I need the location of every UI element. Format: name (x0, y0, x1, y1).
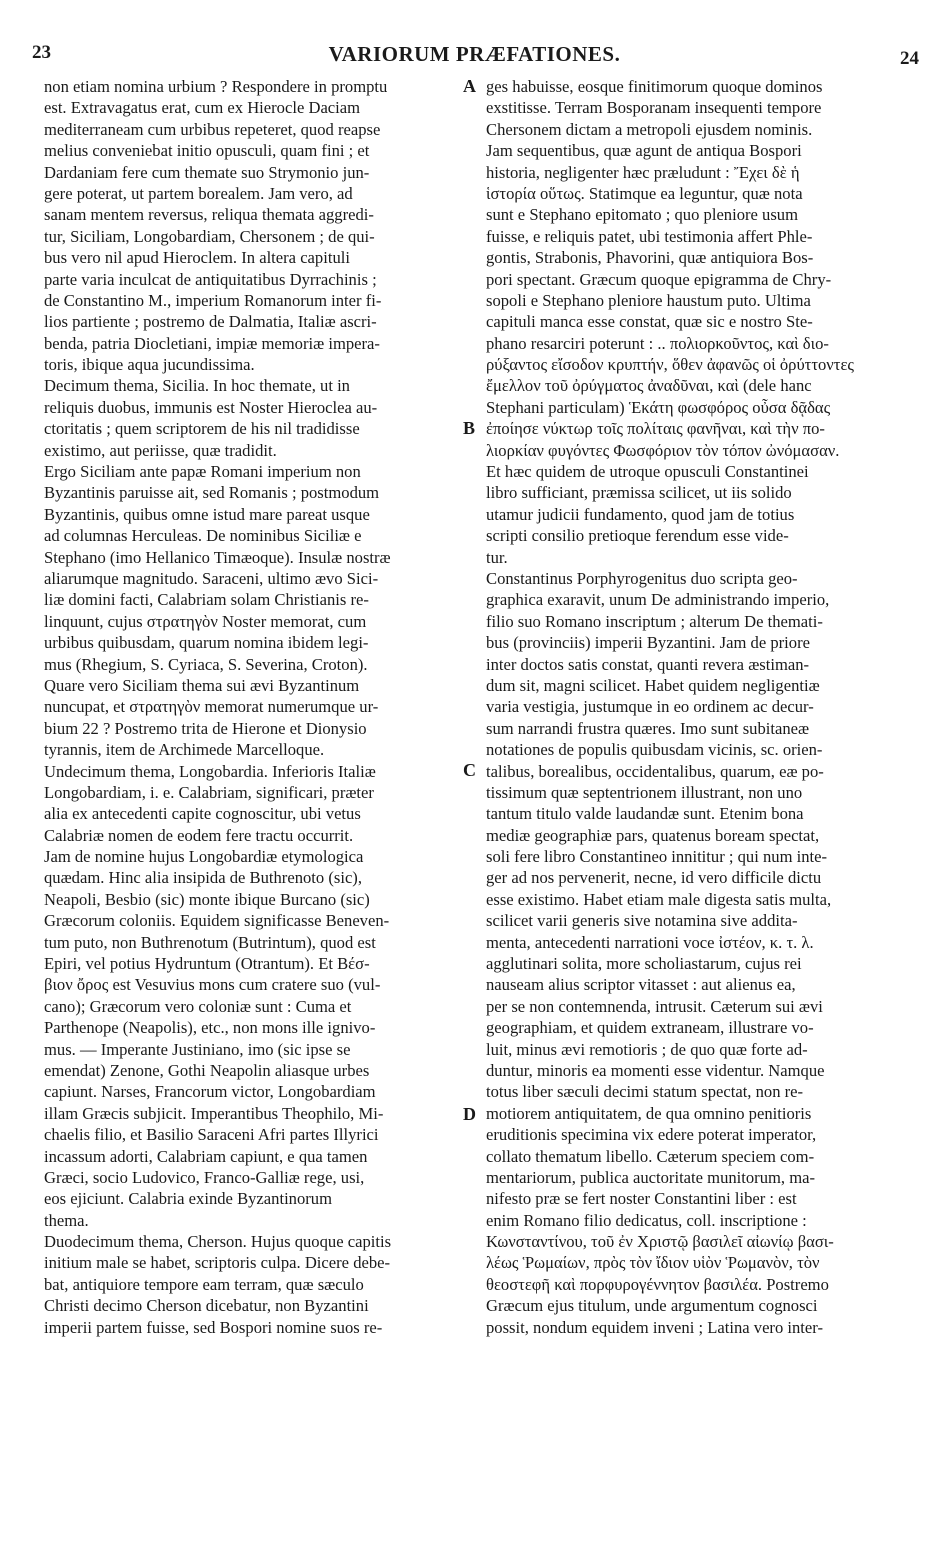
text-line: notationes de populis quibusdam vicinis, sc. orien- (486, 740, 823, 760)
text-line: quædam. Hinc alia insipida de Buthrenoto (sic), (44, 868, 362, 888)
text-line: tum puto, non Buthrenotum (Butrintum), quod est (44, 932, 376, 952)
margin-letter-c: C (463, 760, 476, 780)
text-line: Byzantinis, quibus omne istud mare pareat usque (44, 504, 370, 524)
text-line: benda, patria Diocletiani, impiæ memoriæ impera- (44, 333, 380, 353)
text-line: Græcorum coloniis. Equidem significasse Beneven- (44, 911, 390, 931)
text-line: gere poterat, ut partem borealem. Jam vero, ad (44, 183, 353, 203)
margin-letter-b: B (463, 418, 476, 438)
text-line: per se non contemnenda, intrusit. Cæterum sui ævi (486, 996, 823, 1016)
text-line: talibus, borealibus, occidentalibus, quarum, eæ po- (486, 761, 824, 781)
text-line: de Constantino M., imperium Romanorum inter fi- (44, 290, 382, 310)
text-line: mentariorum, publica auctoritate munitorum, ma- (486, 1167, 816, 1187)
text-line: collato thematum libello. Cæterum speciem com- (486, 1146, 815, 1166)
text-line: Christi decimo Cherson dicebatur, non Byzantini (44, 1296, 369, 1316)
text-line: θεοστεφῆ καὶ πορφυρογέννητον βασιλέα. Postremo (486, 1274, 829, 1294)
text-line: bium 22 ? Postremo trita de Hierone et Dionysio (44, 718, 367, 738)
text-line: Undecimum thema, Longobardia. Inferioris Italiæ (44, 761, 376, 781)
text-line: sopoli e Stephano pleniore haustum puto. Ultima (486, 290, 811, 310)
text-line: phano resarciri poterunt : .. πολιορκοῦντος, καὶ διο- (486, 333, 829, 353)
text-line: bat, antiquiore tempore eam terram, quæ sæculo (44, 1274, 364, 1294)
text-line: bus vero nil apud Hieroclem. In altera capituli (44, 248, 350, 268)
text-line: aliarumque magnitudo. Saraceni, ultimo ævo Sici- (44, 568, 379, 588)
text-line: scilicet varii generis sive notamina sive addita- (486, 911, 798, 931)
text-line: Ergo Siciliam ante papæ Romani imperium non (44, 462, 361, 482)
text-line: Quare vero Siciliam thema sui ævi Byzantinum (44, 675, 360, 695)
text-line: motiorem antiquitatem, de qua omnino penitioris (486, 1103, 812, 1123)
text-line: tur, Siciliam, Longobardiam, Chersonem ; de qui- (44, 226, 375, 246)
text-line: Stephano (imo Hellanico Timæoque). Insulæ nostræ (44, 547, 391, 567)
text-line: nauseam alius scriptor vitasset : aut alienus ea, (486, 975, 796, 995)
text-line: liæ domini facti, Calabriam solam Christianis re- (44, 590, 369, 610)
text-line: emendat) Zenone, Gothi Neapolin aliasque urbes (44, 1060, 370, 1080)
text-line: Calabriæ nomen de eodem fere tractu occurrit. (44, 825, 354, 845)
text-line: ctoritatis ; quem scriptorem de his nil tradidisse (44, 419, 360, 439)
text-line: λιορκίαν φυγόντες Φωσφόριον τὸν τόπον ὠνόμασαν. (486, 440, 840, 460)
text-line: agglutinari solita, more scholiastarum, cujus rei (486, 954, 802, 974)
text-line: alia ex antecedenti capite cognoscitur, ubi vetus (44, 804, 361, 824)
text-line: Parthenope (Neapolis), etc., non mons ille ignivo- (44, 1018, 376, 1038)
text-line: Græci, socio Ludovico, Franco-Galliæ rege, usi, (44, 1167, 365, 1187)
text-line: non etiam nomina urbium ? Respondere in promptu (44, 77, 388, 96)
text-line: tur. (486, 547, 508, 567)
text-line: urbibus quibusdam, quarum nomina ibidem legi- (44, 633, 369, 653)
text-line: Duodecimum thema, Cherson. Hujus quoque capitis (44, 1232, 392, 1252)
text-line: initium male se habet, scriptoris culpa. Dicere debe- (44, 1253, 391, 1273)
text-line: linquunt, cujus στρατηγὸν Noster memorat, cum (44, 611, 367, 631)
margin-letter-a: A (463, 76, 476, 96)
text-line: Græcum ejus titulum, unde argumentum cognosci (486, 1296, 818, 1316)
text-line: soli fere libro Constantineo innititur ; qui num inte- (486, 847, 828, 867)
page-number-right: 24 (900, 48, 919, 69)
text-line: eruditionis specimina vix edere poterat imperator, (486, 1125, 817, 1145)
margin-letter-d: D (463, 1104, 476, 1124)
text-line: sum narrandi frustra quæres. Imo sunt subitaneæ (486, 718, 810, 738)
text-line: sanam mentem reversus, reliqua themata aggredi- (44, 205, 374, 225)
text-line: thema. (44, 1210, 89, 1230)
text-line: incassum adorti, Calabriam capiunt, e qua tamen (44, 1146, 368, 1166)
right-text-column (486, 76, 906, 1338)
text-line: mus (Rhegium, S. Cyriaca, S. Severina, Croton). (44, 654, 368, 674)
text-line: Jam sequentibus, quæ agunt de antiqua Bospori (486, 141, 802, 161)
text-line: ges habuisse, eosque finitimorum quoque dominos (486, 77, 823, 96)
text-line: Chersonem dictam a metropoli ejusdem nominis. (486, 119, 813, 139)
text-line: Longobardiam, i. e. Calabriam, significari, præter (44, 782, 374, 802)
text-line: Byzantinis paruisse ait, sed Romanis ; postmodum (44, 483, 380, 503)
text-line: Et hæc quidem de utroque opusculi Constantinei (486, 462, 809, 482)
text-line: illam Græcis subjicit. Imperantibus Theophilo, Mi- (44, 1103, 384, 1123)
text-line: dum sit, magni scilicet. Habet quidem negligentiæ (486, 675, 820, 695)
text-line: chaelis filio, et Basilio Saraceni Afri partes Illyrici (44, 1125, 379, 1145)
text-line: filio suo Romano inscriptum ; alterum De themati- (486, 611, 823, 631)
text-line: mediterraneam cum urbibus repeteret, quod reapse (44, 119, 381, 139)
text-line: Constantinus Porphyrogenitus duo scripta geo- (486, 568, 798, 588)
text-line: exstitisse. Terram Bosporanam insequenti tempore (486, 98, 822, 118)
text-line: ρύξαντος εἴσοδον κρυπτήν, ὅθεν ἀφανῶς οἱ ὀρύττοντες (486, 355, 855, 375)
text-line: toris, ibique aqua jucundissima. (44, 355, 255, 375)
text-line: ἱστορία οὕτως. Statimque ea leguntur, quæ nota (486, 183, 803, 203)
text-line: utamur judicii fundamento, quod jam de totius (486, 504, 795, 524)
text-line: eos ejiciunt. Calabria exinde Byzantinorum (44, 1189, 333, 1209)
text-line: Neapoli, Besbio (sic) monte ibique Burcano (sic) (44, 889, 370, 909)
text-line: capiunt. Narses, Francorum victor, Longobardiam (44, 1082, 376, 1102)
text-line: est. Extravagatus erat, cum ex Hierocle Daciam (44, 98, 361, 118)
text-line: fuisse, e reliquis patet, ubi testimonia affert Phle- (486, 226, 813, 246)
text-line: reliquis duobus, immunis est Noster Hieroclea au- (44, 397, 378, 417)
text-line: mediæ geographiæ pars, quatenus boream spectat, (486, 825, 820, 845)
text-line: ad columnas Herculeas. De nominibus Siciliæ e (44, 526, 362, 546)
text-line: Stephani particulam) Ἑκάτη φωσφόρος οὖσα δᾷδας (486, 397, 831, 417)
text-line: menta, antecedenti narrationi voce ἰστέον, κ. τ. λ. (486, 932, 814, 952)
text-line: ἔμελλον τοῦ ὀρύγματος ἀναδῦναι, καὶ (dele hanc (486, 376, 812, 396)
text-line: ger ad nos pervenerit, necne, id vero difficile dictu (486, 868, 822, 888)
text-line: tyrannis, item de Archimede Marcelloque. (44, 740, 325, 760)
text-line: libro sufficiant, præmissa scilicet, ut iis solido (486, 483, 792, 503)
text-line: luit, minus ævi remotioris ; de quo quæ forte ad- (486, 1039, 808, 1059)
text-line: graphica exaravit, unum De administrando imperio, (486, 590, 830, 610)
text-line: historia, negligenter hæc præludunt : Ἔχει δὲ ἡ (486, 162, 800, 182)
text-line: capituli manca esse constat, quæ sic e nostro Ste- (486, 312, 813, 332)
text-line: scripti consilio pretioque ferendum esse vide- (486, 526, 789, 546)
text-line: mus. — Imperante Justiniano, imo (sic ipse se (44, 1039, 351, 1059)
text-line: inter doctos satis constat, quanti revera æstiman- (486, 654, 810, 674)
text-line: Κωνσταντίνου, τοῦ ἐν Χριστῷ βασιλεῖ αἰωνίῳ βασι- (486, 1232, 834, 1252)
text-line: existimo, aut periisse, quæ tradidit. (44, 440, 277, 460)
text-line: tissimum quæ septentrionem illustrant, non uno (486, 782, 803, 802)
page-number-left: 23 (32, 42, 51, 63)
text-line: parte varia inculcat de antiquitatibus Dyrrachinis ; (44, 269, 377, 289)
text-line: gontis, Strabonis, Phavorini, quæ antiquiora Bos- (486, 248, 814, 268)
text-line: duntur, minoris ea momenti esse videntur. Namque (486, 1060, 825, 1080)
text-line: bus (provinciis) imperii Byzantini. Jam de priore (486, 633, 810, 653)
text-line: nifesto præ se fert noster Constantini liber : est (486, 1189, 797, 1209)
text-line: ἐποίησε νύκτωρ τοῖς πολίταις φανῆναι, καὶ τὴν πο- (486, 419, 825, 439)
text-line: λέως Ῥωμαίων, πρὸς τὸν ἴδιον υἱὸν Ῥωμανὸν, τὸν (486, 1253, 820, 1273)
text-line: tantum titulo valde laudandæ sunt. Etenim bona (486, 804, 804, 824)
text-line: Epiri, vel potius Hydruntum (Otrantum). Et Βέσ- (44, 954, 370, 974)
text-line: βιον ὄρος est Vesuvius mons cum cratere suo (vul- (44, 975, 381, 995)
text-line: enim Romano filio dedicatus, coll. inscriptione : (486, 1210, 807, 1230)
text-line: cano); Græcorum vero coloniæ sunt : Cuma et (44, 996, 352, 1016)
text-line: Jam de nomine hujus Longobardiæ etymologica (44, 847, 364, 867)
text-line: melius conveniebat initio opusculi, quam fini ; et (44, 141, 370, 161)
left-text-column (44, 76, 456, 1338)
text-line: imperii partem fuisse, sed Bospori nomine suos re- (44, 1317, 383, 1337)
text-line: varia vestigia, justumque in eo ordinem ac decur- (486, 697, 814, 717)
text-line: nuncupat, et στρατηγὸν memorat numerumque ur- (44, 697, 379, 717)
text-line: sunt e Stephano epitomato ; quo pleniore usum (486, 205, 799, 225)
text-line: pori spectant. Græcum quoque epigramma de Chry- (486, 269, 832, 289)
text-line: possit, nondum equidem inveni ; Latina vero inter- (486, 1317, 824, 1337)
text-line: totus liber sæculi decimi statum spectat, non re- (486, 1082, 804, 1102)
text-line: Dardaniam fere cum themate suo Strymonio jun- (44, 162, 370, 182)
text-line: lios partiente ; postremo de Dalmatia, Italiæ ascri- (44, 312, 377, 332)
running-title: VARIORUM PRÆFATIONES. (328, 42, 621, 66)
text-line: esse existimo. Habet etiam male digesta satis multa, (486, 889, 832, 909)
text-line: Decimum thema, Sicilia. In hoc themate, ut in (44, 376, 350, 396)
text-line: geographiam, et quidem extraneam, illustrare vo- (486, 1018, 814, 1038)
